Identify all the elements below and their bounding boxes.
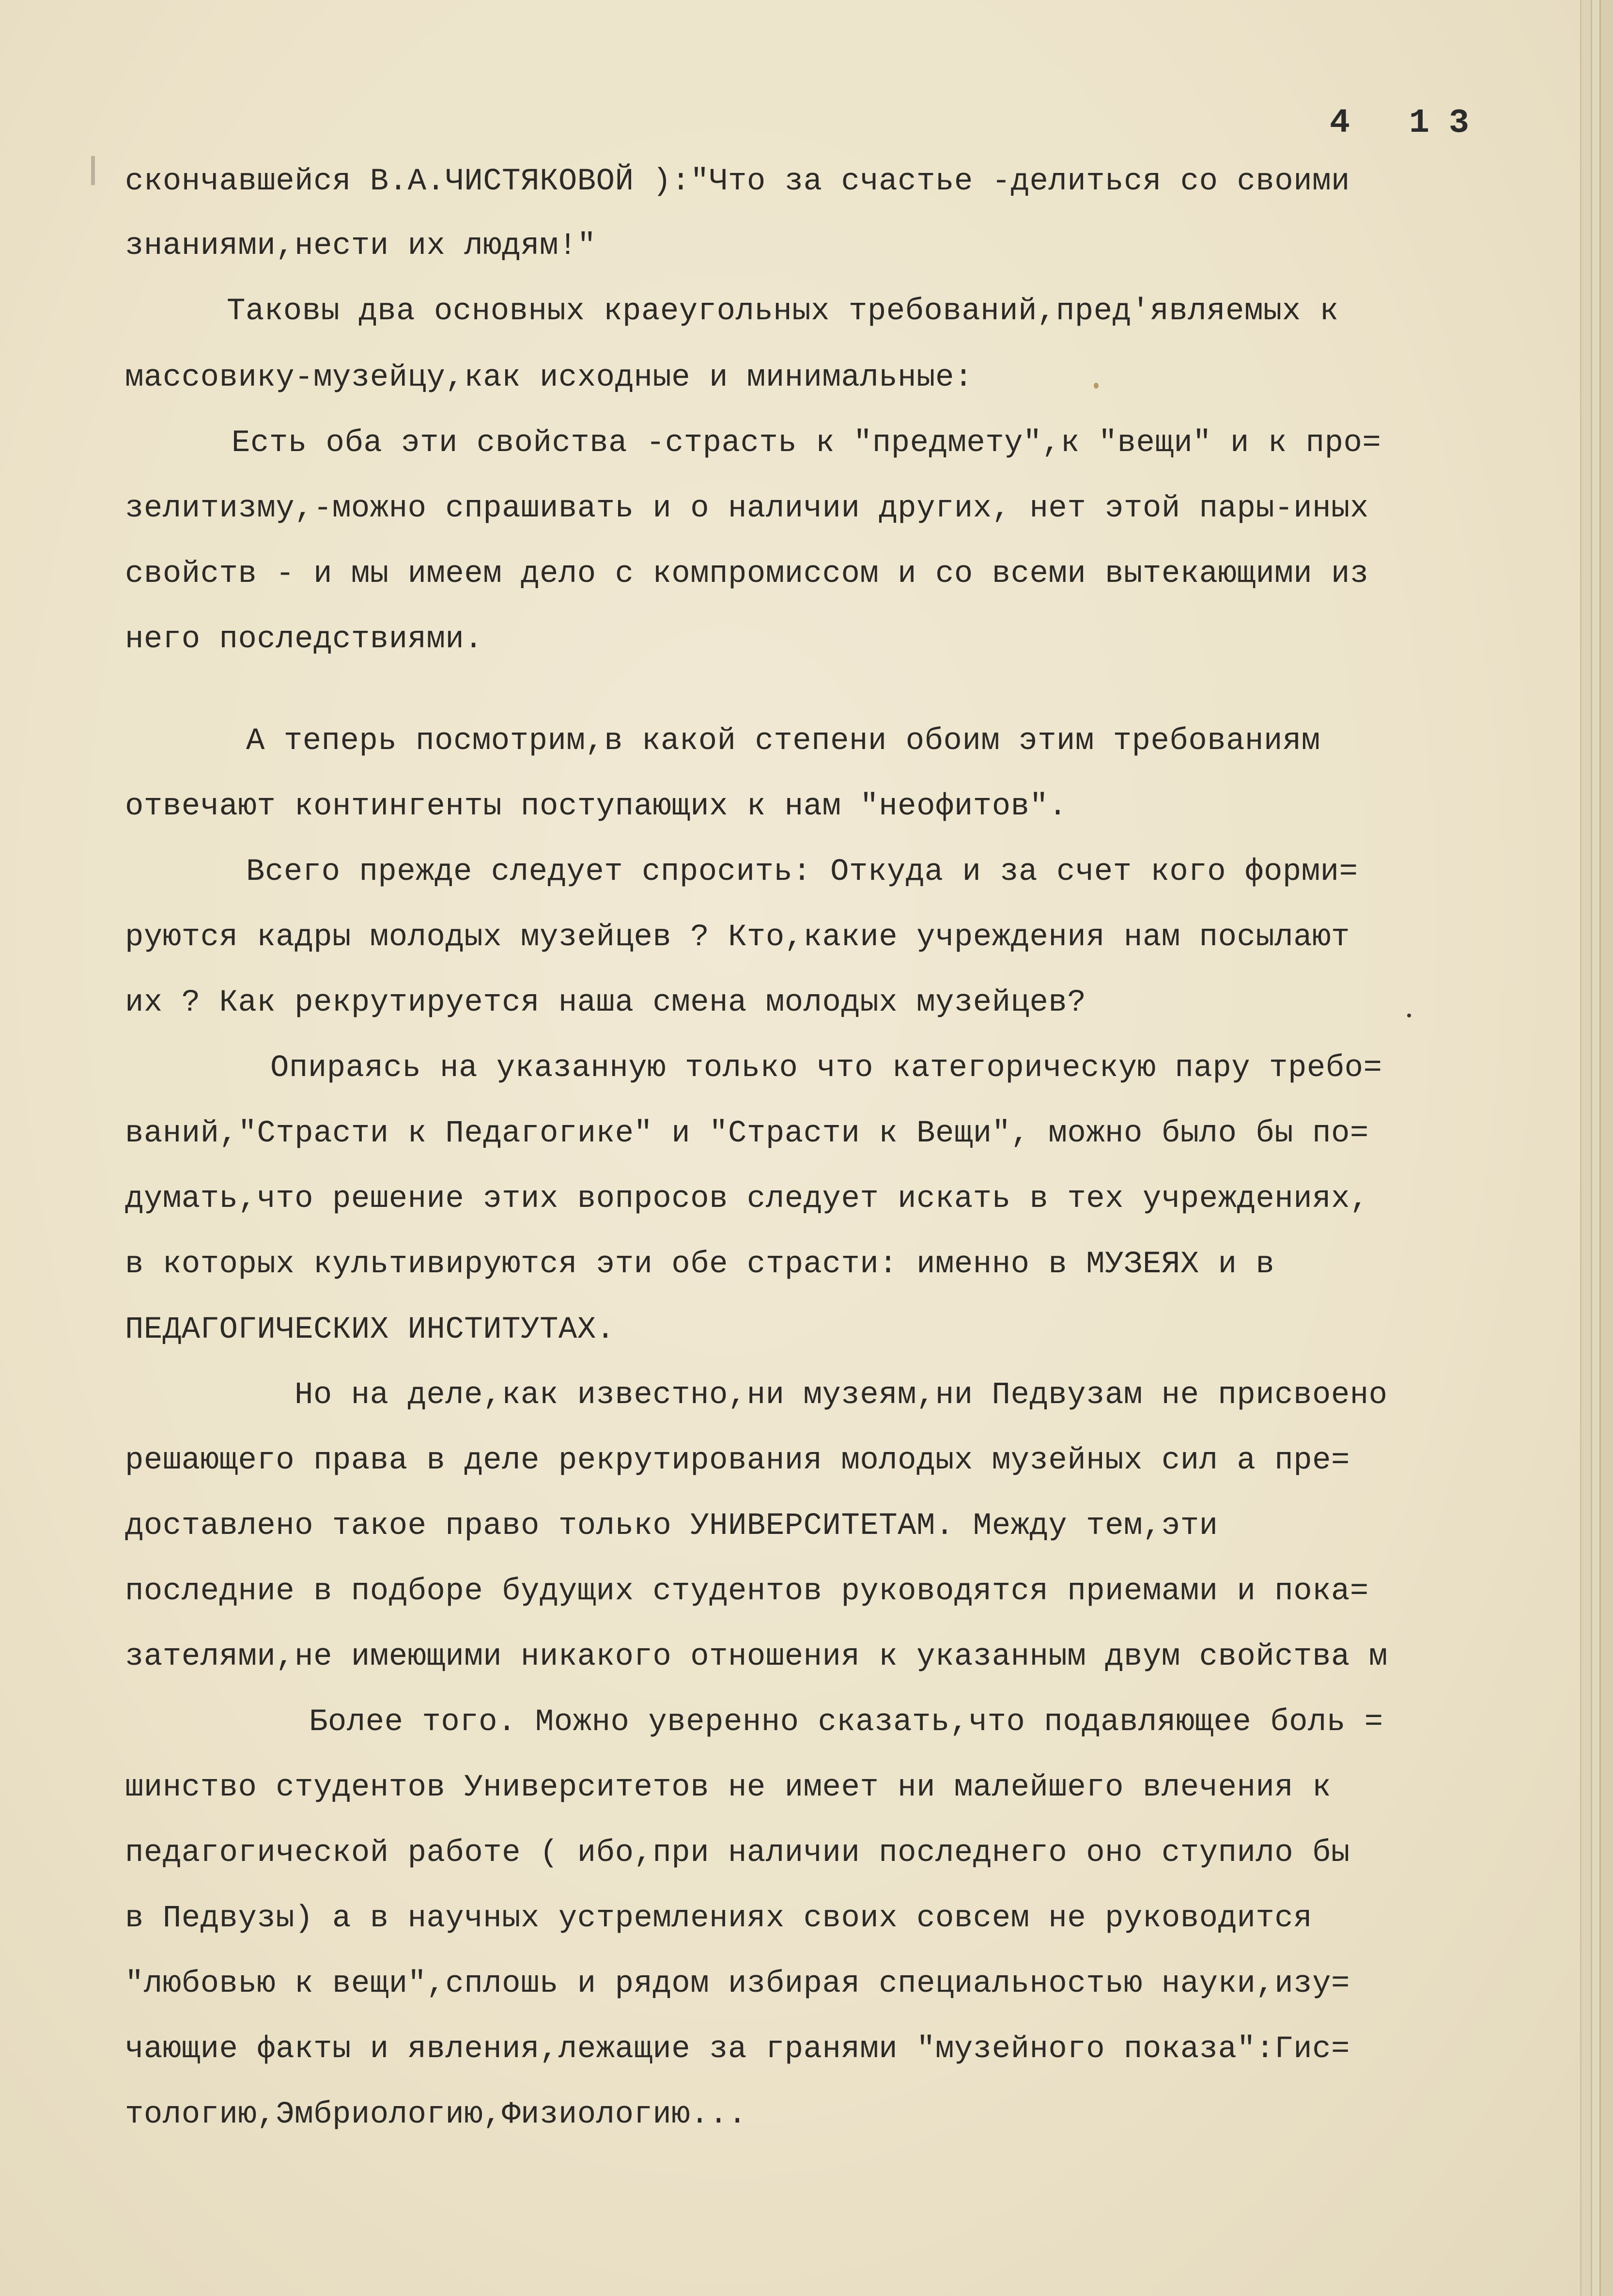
text-line: их ? Как рекрутируется наша смена молодых музейцев? <box>125 985 1086 1020</box>
text-line: знаниями,нести их людям!" <box>125 229 596 264</box>
ink-spot <box>1407 1014 1411 1017</box>
page-number: 4 13 <box>1330 104 1489 142</box>
text-line: А теперь посмотрим,в какой степени обоим этим требованиям <box>246 724 1320 759</box>
text-line: Всего прежде следует спросить: Откуда и за счет кого форми= <box>246 855 1358 890</box>
text-line: думать,что решение этих вопросов следует искать в тех учреждениях, <box>125 1182 1369 1217</box>
text-line: зелитизму,-можно спрашивать и о наличии других, нет этой пары-иных <box>125 491 1369 526</box>
text-line: педагогической работе ( ибо,при наличии последнего оно ступило бы <box>125 1836 1350 1871</box>
text-line: ПЕДАГОГИЧЕСКИХ ИНСТИТУТАХ. <box>125 1312 615 1347</box>
text-line: в которых культивируются эти обе страсти: именно в МУЗЕЯХ и в <box>125 1247 1275 1282</box>
text-line: в Педвузы) а в научных устремлениях своих совсем не руководится <box>125 1901 1313 1936</box>
text-line: тологию,Эмбриологию,Физиологию... <box>125 2097 747 2132</box>
text-line: скончавшейся В.А.ЧИСТЯКОВОЙ ):"Что за счастье -делиться со своими <box>125 164 1350 199</box>
text-line: "любовью к вещи",сплошь и рядом избирая специальностью науки,изу= <box>125 1967 1350 2001</box>
text-line: чающие факты и явления,лежащие за гранями "музейного показа":Гис= <box>125 2032 1350 2067</box>
text-line: Но на деле,как известно,ни музеям,ни Педвузам не присвоено <box>295 1378 1388 1413</box>
text-line: шинство студентов Университетов не имеет ни малейшего влечения к <box>125 1770 1331 1805</box>
text-line: массовику-музейцу,как исходные и минимальные: <box>125 360 973 395</box>
text-line: решающего права в деле рекрутирования молодых музейных сил а пре= <box>125 1443 1350 1478</box>
text-line: свойств - и мы имеем дело с компромиссом и со всеми вытекающими из <box>125 557 1369 592</box>
margin-mark <box>91 156 95 185</box>
text-line: Более того. Можно уверенно сказать,что подавляющее боль = <box>309 1705 1383 1740</box>
text-line: доставлено такое право только УНИВЕРСИТЕТАМ. Между тем,эти <box>125 1509 1218 1544</box>
text-line: него последствиями. <box>125 622 483 657</box>
text-line: Есть оба эти свойства -страсть к "предмету",к "вещи" и к про= <box>232 426 1381 461</box>
text-line: руются кадры молодых музейцев ? Кто,какие учреждения нам посылают <box>125 920 1350 955</box>
text-line: зателями,не имеющими никакого отношения к указанным двум свойства м <box>125 1640 1388 1674</box>
page-edge <box>1599 0 1613 2296</box>
text-line: ваний,"Страсти к Педагогике" и "Страсти к Вещи", можно было бы по= <box>125 1116 1369 1151</box>
ink-spot <box>1094 383 1099 389</box>
text-line: отвечают контингенты поступающих к нам "неофитов". <box>125 789 1068 824</box>
text-line: последние в подборе будущих студентов руководятся приемами и пока= <box>125 1574 1369 1609</box>
text-line: Опираясь на указанную только что категорическую пару требо= <box>270 1051 1382 1086</box>
text-line: Таковы два основных краеугольных требований,пред'являемых к <box>227 294 1339 329</box>
